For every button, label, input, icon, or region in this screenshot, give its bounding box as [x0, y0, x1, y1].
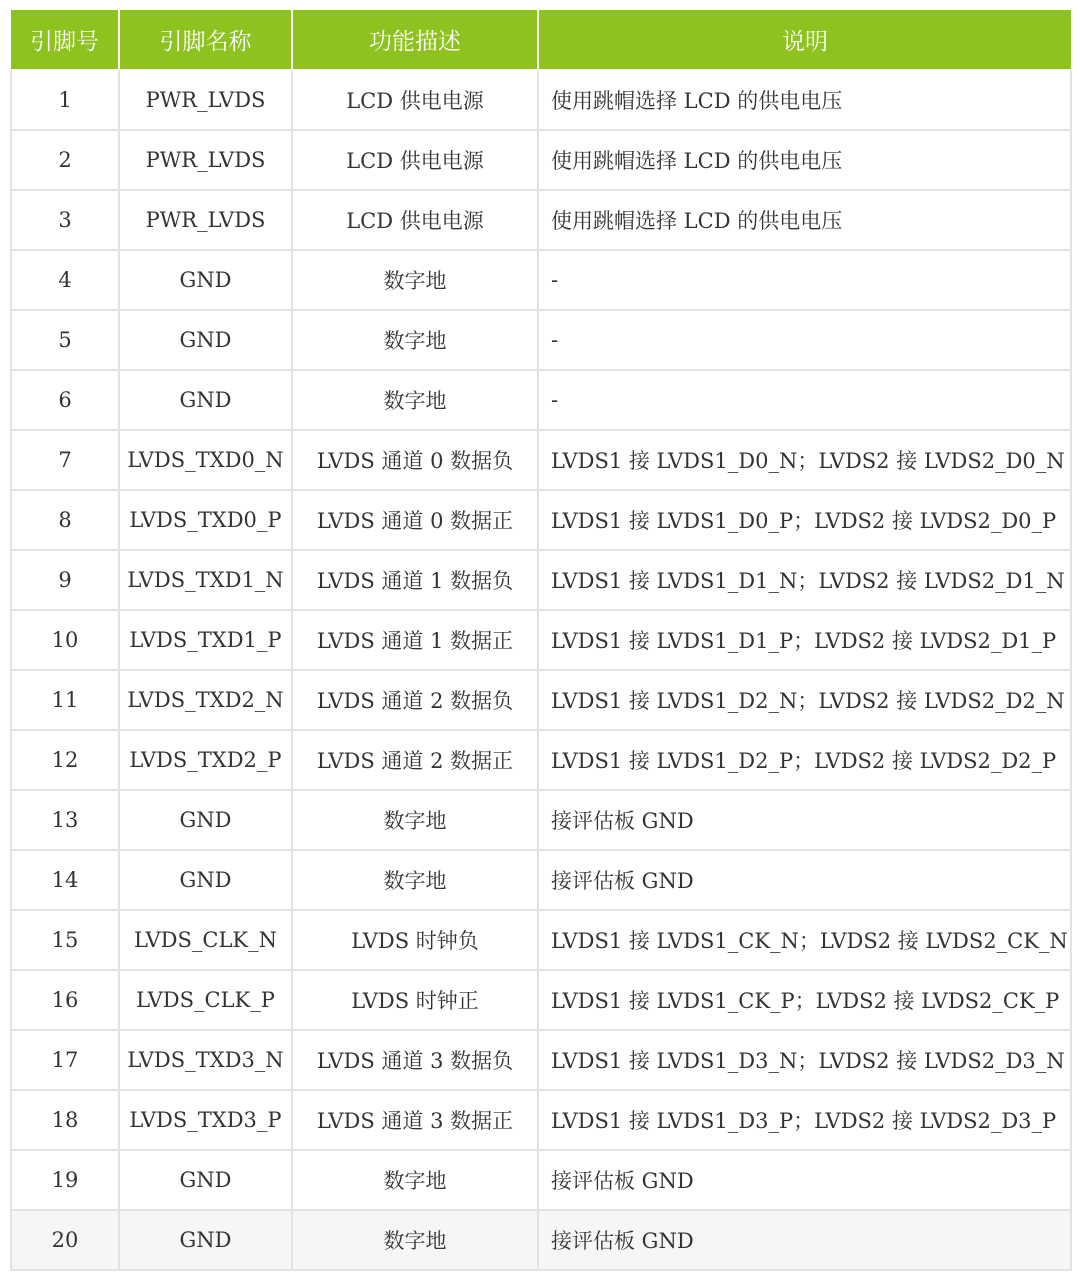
cell-function: 数字地	[292, 250, 538, 310]
table-row	[11, 610, 1071, 670]
cell-pin-name: LVDS_TXD3_N	[119, 1030, 292, 1090]
cell-description: LVDS1 接 LVDS1_D0_N；LVDS2 接 LVDS2_D0_N	[538, 430, 1071, 490]
cell-description: -	[538, 250, 1071, 310]
cell-function: LVDS 时钟负	[292, 910, 538, 970]
cell-function: 数字地	[292, 370, 538, 430]
table-row	[11, 370, 1071, 430]
table-body	[11, 70, 1071, 1270]
table-row	[11, 130, 1071, 190]
table-row	[11, 550, 1071, 610]
cell-description: -	[538, 370, 1071, 430]
cell-function: LVDS 时钟正	[292, 970, 538, 1030]
cell-pin-name: LVDS_TXD0_N	[119, 430, 292, 490]
table-row	[11, 250, 1071, 310]
cell-pin-number: 1	[11, 70, 119, 130]
cell-pin-number: 9	[11, 550, 119, 610]
header-function: 功能描述	[292, 10, 538, 70]
cell-function: LVDS 通道 0 数据正	[292, 490, 538, 550]
cell-description: LVDS1 接 LVDS1_CK_P；LVDS2 接 LVDS2_CK_P	[538, 970, 1071, 1030]
cell-description: 接评估板 GND	[538, 790, 1071, 850]
cell-function: LCD 供电电源	[292, 190, 538, 250]
header-pin-name: 引脚名称	[119, 10, 292, 70]
cell-description: 使用跳帽选择 LCD 的供电电压	[538, 190, 1071, 250]
table-row	[11, 910, 1071, 970]
cell-pin-name: LVDS_TXD1_P	[119, 610, 292, 670]
cell-description: LVDS1 接 LVDS1_D1_P；LVDS2 接 LVDS2_D1_P	[538, 610, 1071, 670]
cell-pin-number: 10	[11, 610, 119, 670]
table-row	[11, 490, 1071, 550]
cell-function: 数字地	[292, 790, 538, 850]
cell-function: 数字地	[292, 850, 538, 910]
table-row	[11, 430, 1071, 490]
cell-description: -	[538, 310, 1071, 370]
table-header	[11, 10, 1071, 70]
cell-pin-name: LVDS_CLK_P	[119, 970, 292, 1030]
table-row	[11, 970, 1071, 1030]
header-description: 说明	[538, 10, 1071, 70]
cell-pin-name: PWR_LVDS	[119, 190, 292, 250]
table-row	[11, 790, 1071, 850]
cell-pin-number: 17	[11, 1030, 119, 1090]
cell-function: LCD 供电电源	[292, 130, 538, 190]
cell-function: 数字地	[292, 1210, 538, 1270]
cell-description: LVDS1 接 LVDS1_D2_P；LVDS2 接 LVDS2_D2_P	[538, 730, 1071, 790]
cell-pin-name: GND	[119, 850, 292, 910]
cell-pin-number: 14	[11, 850, 119, 910]
cell-pin-name: GND	[119, 790, 292, 850]
cell-function: 数字地	[292, 1150, 538, 1210]
table-row	[11, 1090, 1071, 1150]
cell-description: LVDS1 接 LVDS1_D3_N；LVDS2 接 LVDS2_D3_N	[538, 1030, 1071, 1090]
cell-pin-name: GND	[119, 1150, 292, 1210]
pin-table-container	[10, 10, 1070, 1271]
cell-function: LVDS 通道 1 数据负	[292, 550, 538, 610]
cell-pin-number: 4	[11, 250, 119, 310]
cell-pin-number: 13	[11, 790, 119, 850]
cell-description: LVDS1 接 LVDS1_D3_P；LVDS2 接 LVDS2_D3_P	[538, 1090, 1071, 1150]
cell-pin-name: LVDS_TXD3_P	[119, 1090, 292, 1150]
cell-function: LVDS 通道 3 数据正	[292, 1090, 538, 1150]
cell-pin-name: LVDS_TXD2_N	[119, 670, 292, 730]
cell-function: LVDS 通道 1 数据正	[292, 610, 538, 670]
cell-description: LVDS1 接 LVDS1_D0_P；LVDS2 接 LVDS2_D0_P	[538, 490, 1071, 550]
cell-pin-name: GND	[119, 250, 292, 310]
cell-function: LVDS 通道 2 数据正	[292, 730, 538, 790]
cell-pin-name: PWR_LVDS	[119, 70, 292, 130]
cell-function: LVDS 通道 3 数据负	[292, 1030, 538, 1090]
cell-pin-name: GND	[119, 310, 292, 370]
table-row	[11, 1210, 1071, 1270]
cell-pin-name: LVDS_TXD2_P	[119, 730, 292, 790]
cell-pin-number: 11	[11, 670, 119, 730]
cell-pin-name: LVDS_TXD0_P	[119, 490, 292, 550]
table-row	[11, 1150, 1071, 1210]
cell-pin-number: 19	[11, 1150, 119, 1210]
cell-pin-name: GND	[119, 370, 292, 430]
cell-description: 接评估板 GND	[538, 850, 1071, 910]
cell-pin-number: 18	[11, 1090, 119, 1150]
cell-pin-name: LVDS_CLK_N	[119, 910, 292, 970]
cell-pin-number: 6	[11, 370, 119, 430]
table-row	[11, 850, 1071, 910]
cell-pin-number: 5	[11, 310, 119, 370]
cell-function: LVDS 通道 0 数据负	[292, 430, 538, 490]
table-row	[11, 670, 1071, 730]
cell-description: LVDS1 接 LVDS1_D1_N；LVDS2 接 LVDS2_D1_N	[538, 550, 1071, 610]
cell-pin-number: 16	[11, 970, 119, 1030]
cell-function: 数字地	[292, 310, 538, 370]
cell-function: LCD 供电电源	[292, 70, 538, 130]
cell-pin-number: 3	[11, 190, 119, 250]
cell-pin-number: 7	[11, 430, 119, 490]
table-row	[11, 310, 1071, 370]
cell-pin-number: 2	[11, 130, 119, 190]
cell-pin-name: PWR_LVDS	[119, 130, 292, 190]
cell-pin-number: 8	[11, 490, 119, 550]
cell-function: LVDS 通道 2 数据负	[292, 670, 538, 730]
header-pin-number: 引脚号	[11, 10, 119, 70]
cell-pin-name: GND	[119, 1210, 292, 1270]
header-row	[11, 10, 1071, 70]
cell-description: 使用跳帽选择 LCD 的供电电压	[538, 130, 1071, 190]
cell-pin-number: 12	[11, 730, 119, 790]
cell-pin-number: 15	[11, 910, 119, 970]
pin-table	[10, 10, 1072, 1271]
cell-description: 接评估板 GND	[538, 1210, 1071, 1270]
cell-description: 使用跳帽选择 LCD 的供电电压	[538, 70, 1071, 130]
table-row	[11, 70, 1071, 130]
cell-description: LVDS1 接 LVDS1_CK_N；LVDS2 接 LVDS2_CK_N	[538, 910, 1071, 970]
table-row	[11, 730, 1071, 790]
cell-pin-number: 20	[11, 1210, 119, 1270]
cell-description: LVDS1 接 LVDS1_D2_N；LVDS2 接 LVDS2_D2_N	[538, 670, 1071, 730]
table-row	[11, 190, 1071, 250]
cell-pin-name: LVDS_TXD1_N	[119, 550, 292, 610]
cell-description: 接评估板 GND	[538, 1150, 1071, 1210]
table-row	[11, 1030, 1071, 1090]
